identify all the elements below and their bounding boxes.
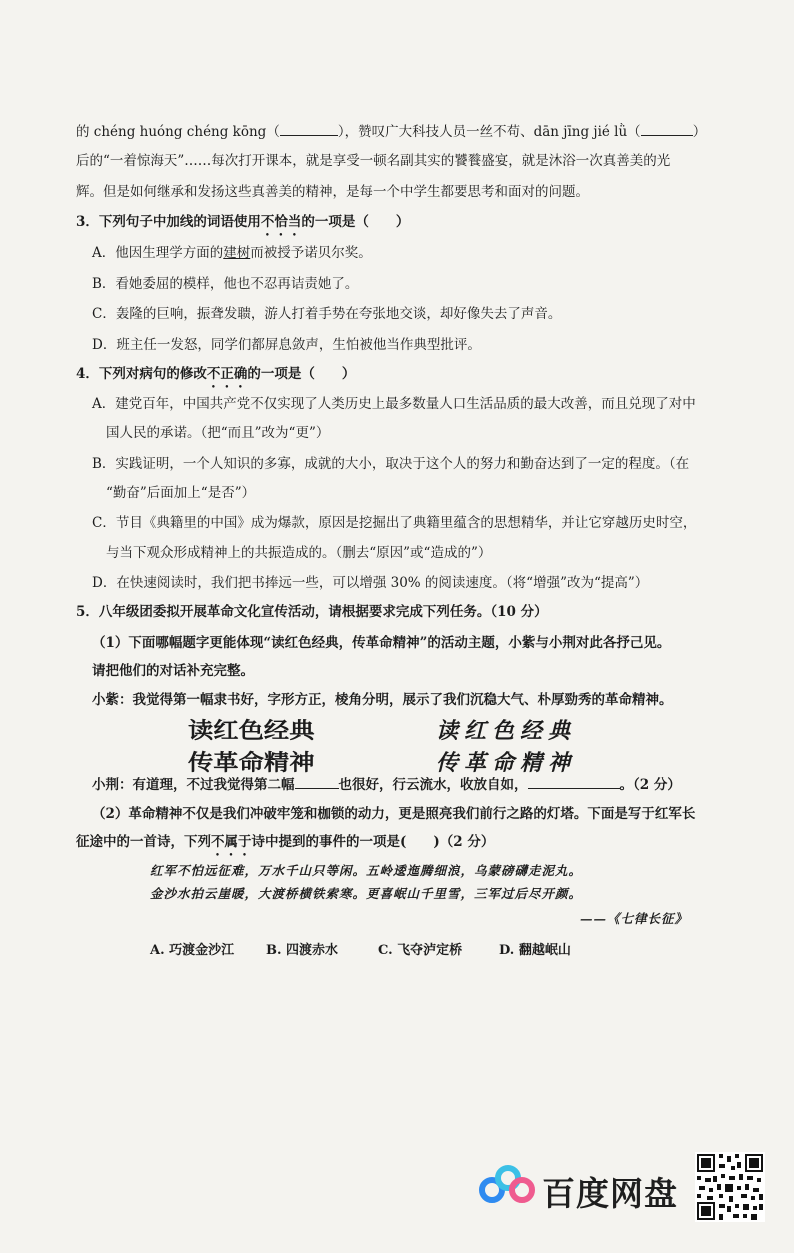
q5-part1-line-1: （1）下面哪幅题字更能体现“读红色经典，传革命精神”的活动主题，小紫与小荆对此各抒己见。: [92, 635, 671, 651]
q3-option-b: B．看她委屈的模样，他也不忍再诘责她了。: [92, 276, 359, 292]
answer-blank[interactable]: [641, 121, 693, 136]
q5-option-b: B. 四渡赤水: [266, 943, 339, 958]
emphasis-text: 不属于: [211, 834, 252, 850]
calligraphy-lishu-line-1: 读红色经典: [188, 719, 315, 744]
q4-option-c-line-1: C．节目《典籍里的中国》成为爆款，原因是挖掘出了典籍里蕴含的思想精华，并让它穿越历史时空，: [92, 515, 697, 531]
answer-blank[interactable]: [295, 774, 339, 789]
poem-source: ——《七律长征》: [580, 911, 689, 926]
intro-pinyin-1: 的 chéng huóng chéng kōng（: [76, 124, 280, 140]
q5-part2-line-1: （2）革命精神不仅是我们冲破牢笼和枷锁的动力，更是照亮我们前行之路的灯塔。下面是写于红军长: [92, 806, 696, 822]
q5-part1-line-2: 请把他们的对话补充完整。: [92, 663, 254, 679]
q4-option-d: D．在快速阅读时，我们把书捧远一些，可以增强 30% 的阅读速度。（将“增强”改为“提高”）: [92, 575, 649, 591]
calligraphy-xingshu-line-1: 读红色经典: [436, 719, 577, 744]
qr-code-icon[interactable]: [695, 1152, 765, 1222]
intro-pinyin-2: ），赞叹广大科技人员一丝不苟、dān jīng jié lǜ（: [337, 124, 641, 140]
xiaojing-dialogue: 小荆：有道理，不过我觉得第二幅 也很好，行云流水，收放自如， 。（2 分）: [92, 774, 681, 794]
poem-line-1: 红军不怕远征难，万水千山只等闲。五岭逶迤腾细浪，乌蒙磅礴走泥丸。: [150, 863, 583, 878]
q4-option-b-line-1: B．实践证明，一个人知识的多寡，成就的大小，取决于这个人的努力和勤奋达到了一定的程度。（在: [92, 456, 690, 472]
emphasis-text: 不正确: [206, 366, 248, 382]
xiaozi-dialogue: 小紫：我觉得第一幅隶书好，字形方正，棱角分明，展示了我们沉稳大气、朴厚勁秀的革命精神。: [92, 692, 673, 708]
q3-option-c: C．轰隆的巨响，振聋发聩，游人打着手势在夸张地交谈，却好像失去了声音。: [92, 306, 562, 322]
intro-line-3: 辉。但是如何继承和发扬这些真善美的精神，是每一个中学生都要思考和面对的问题。: [76, 184, 589, 200]
poem-line-2: 金沙水拍云崖暖，大渡桥横铁索寒。更喜岷山千里雪，三军过后尽开颜。: [150, 886, 583, 901]
q4-option-c-line-2: 与当下观众形成精神上的共振造成的。（删去“原因”或“造成的”）: [106, 545, 492, 561]
answer-blank[interactable]: [280, 121, 338, 136]
emphasis-text: 不恰当: [260, 214, 302, 230]
q5-option-c: C. 飞夺泸定桥: [378, 943, 463, 958]
q4-stem: 4．下列对病句的修改不正确的一项是（ ）: [76, 366, 356, 382]
q3-stem: 3．下列句子中加线的词语使用不恰当的一项是（ ）: [76, 214, 410, 230]
calligraphy-xingshu-line-2: 传革命精神: [436, 751, 577, 776]
q5-part2-line-2: 征途中的一首诗，下列不属于诗中提到的事件的一项是( )（2 分）: [76, 834, 495, 850]
underlined-word: 建树: [223, 245, 251, 261]
q5-option-d: D. 翻越岷山: [499, 943, 571, 958]
baidu-netdisk-logo-icon: [478, 1164, 536, 1206]
baidu-netdisk-brand: 百度网盘: [542, 1174, 678, 1213]
answer-blank[interactable]: [528, 774, 620, 789]
intro-line-2: 后的“一着惊海天”……每次打开课本，就是享受一顿名副其实的饕餮盛宴，就是沐浴一次真善美的光: [76, 153, 671, 169]
q4-option-a-line-1: A．建党百年，中国共产党不仅实现了人类历史上最多数量人口生活品质的最大改善，而且兑现了对中: [92, 396, 696, 412]
q3-option-a: A．他因生理学方面的建树而被授予诺贝尔奖。: [92, 245, 372, 261]
q4-option-b-line-2: “勤奋”后面加上“是否”）: [106, 485, 256, 501]
q3-option-d: D．班主任一发怒，同学们都屏息敛声，生怕被他当作典型批评。: [92, 337, 481, 353]
calligraphy-lishu-line-2: 传革命精神: [188, 751, 315, 776]
q5-option-a: A. 巧渡金沙江: [150, 943, 235, 958]
q5-stem: 5．八年级团委拟开展革命文化宣传活动，请根据要求完成下列任务。（10 分）: [76, 604, 548, 620]
q4-option-a-line-2: 国人民的承诺。（把“而且”改为“更”）: [106, 425, 330, 441]
intro-line-1: 的 chéng huóng chéng kōng（ ），赞叹广大科技人员一丝不苟、dān jīng jié lǜ（ ）: [76, 121, 706, 141]
